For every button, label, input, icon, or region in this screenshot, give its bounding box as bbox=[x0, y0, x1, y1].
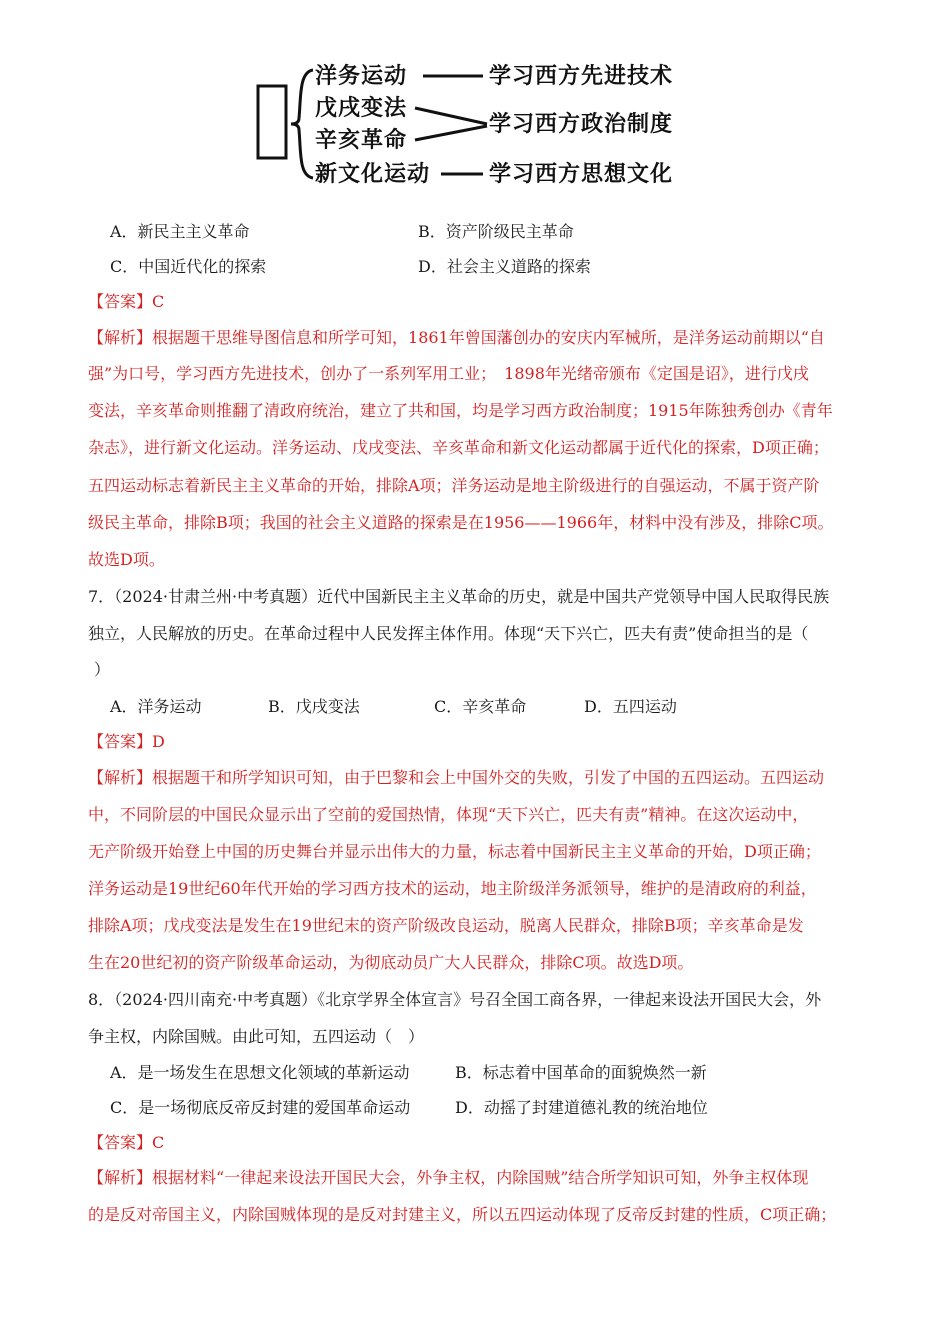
q8-analysis-line: 的是反对帝国主义，内除国贼体现的是反对封建主义，所以五四运动体现了反帝反封建的性质，C项正确； bbox=[88, 1205, 837, 1224]
connector-2 bbox=[415, 108, 487, 124]
q8-stem-line: 8．（2024·四川南充·中考真题）《北京学界全体宣言》号召全国工商各界，一律起来设法开国民大会，外 bbox=[88, 990, 822, 1009]
q8-stem-line: 争主权，内除国贼。由此可知，五四运动（ ） bbox=[88, 1027, 425, 1046]
figure-right-item: 学习西方思想文化 bbox=[489, 162, 674, 187]
q8-option: D．动摇了封建道德礼教的统治地位 bbox=[455, 1098, 708, 1117]
connector-3 bbox=[415, 126, 487, 140]
q6-analysis-line: 故选D项。 bbox=[88, 550, 165, 569]
q7-analysis-line: 【解析】根据题干和所学知识可知，由于巴黎和会上中国外交的失败，引发了中国的五四运动。五四运动 bbox=[88, 768, 825, 787]
q7-analysis-line: 洋务运动是19世纪60年代开始的学习西方技术的运动，地主阶级洋务派领导，维护的是清政府的利益， bbox=[88, 879, 817, 898]
figure-left-item: 洋务运动 bbox=[315, 64, 408, 89]
q8-analysis-line: 【解析】根据材料“一律起来设法开国民大会，外争主权，内除国贼”结合所学知识可知，外争主权体现 bbox=[88, 1168, 809, 1187]
q7-stem-line: ） bbox=[94, 660, 110, 679]
mind-map-figure bbox=[255, 58, 695, 188]
q7-stem-line: 7．（2024·甘肃兰州·中考真题）近代中国新民主主义革命的历史，就是中国共产党领导中国人民取得民族 bbox=[88, 587, 830, 606]
curly-brace bbox=[291, 70, 313, 178]
figure-right-item: 学习西方政治制度 bbox=[489, 112, 674, 137]
blank-box bbox=[258, 86, 286, 158]
q7-stem-line: 独立，人民解放的历史。在革命过程中人民发挥主体作用。体现“天下兴亡，匹夫有责”使命担当的是（ bbox=[88, 624, 809, 643]
q7-analysis-line: 中，不同阶层的中国民众显示出了空前的爱国热情，体现“天下兴亡，匹夫有责”精神。在这次运动中， bbox=[88, 805, 809, 824]
q7-option: B．戊戌变法 bbox=[268, 697, 360, 716]
q6-analysis-line: 变法，辛亥革命则推翻了清政府统治，建立了共和国，均是学习西方政治制度；1915年陈独秀创办《青年 bbox=[88, 401, 833, 420]
q6-analysis-line: 杂志》，进行新文化运动。洋务运动、戊戌变法、辛亥革命和新文化运动都属于近代化的探索，D项正确； bbox=[88, 438, 829, 457]
q8-answer: 【答案】C bbox=[88, 1133, 165, 1152]
q6-analysis-line: 强”为口号，学习西方先进技术，创办了一系列军用工业； 1898年光绪帝颁布《定国是诏》，进行戊戌 bbox=[88, 364, 809, 383]
q8-option: C．是一场彻底反帝反封建的爱国革命运动 bbox=[110, 1098, 411, 1117]
q8-analysis-tag: 【解析】 bbox=[88, 1168, 153, 1187]
q7-option: D．五四运动 bbox=[584, 697, 677, 716]
figure-left-item: 新文化运动 bbox=[315, 162, 431, 187]
figure-left-item: 辛亥革命 bbox=[315, 128, 408, 153]
q6-answer: 【答案】C bbox=[88, 292, 165, 311]
figure-left-item: 戊戌变法 bbox=[315, 96, 408, 121]
q7-option: A．洋务运动 bbox=[110, 697, 202, 716]
q6-option: D．社会主义道路的探索 bbox=[418, 257, 591, 276]
q7-option: C．辛亥革命 bbox=[434, 697, 527, 716]
q7-analysis-line: 无产阶级开始登上中国的历史舞台并显示出伟大的力量，标志着中国新民主主义革命的开始，D项正确； bbox=[88, 842, 821, 861]
q8-option: A．是一场发生在思想文化领域的革新运动 bbox=[110, 1063, 410, 1082]
q7-analysis-line: 排除A项；戊戌变法是发生在19世纪末的资产阶级改良运动，脱离人民群众，排除B项；辛亥革命是发 bbox=[88, 916, 804, 935]
q7-analysis-tag: 【解析】 bbox=[88, 768, 153, 787]
q7-answer: 【答案】D bbox=[88, 732, 165, 751]
q7-analysis-line: 生在20世纪初的资产阶级革命运动，为彻底动员广大人民群众，排除C项。故选D项。 bbox=[88, 953, 694, 972]
q6-analysis-line: 五四运动标志着新民主主义革命的开始，排除A项；洋务运动是地主阶级进行的自强运动，不属于资产阶 bbox=[88, 476, 820, 495]
q6-option: B．资产阶级民主革命 bbox=[418, 222, 574, 241]
figure-right-item: 学习西方先进技术 bbox=[489, 64, 674, 89]
q8-option: B．标志着中国革命的面貌焕然一新 bbox=[455, 1063, 707, 1082]
q6-analysis-line: 级民主革命，排除B项；我国的社会主义道路的探索是在1956——1966年，材料中没有涉及，排除C项。 bbox=[88, 513, 834, 532]
q6-option: C．中国近代化的探索 bbox=[110, 257, 267, 276]
q6-analysis-tag: 【解析】 bbox=[88, 328, 153, 347]
q6-option: A．新民主主义革命 bbox=[110, 222, 250, 241]
q6-analysis-line: 【解析】根据题干思维导图信息和所学可知，1861年曾国藩创办的安庆内军械所，是洋务运动前期以“自 bbox=[88, 328, 825, 347]
